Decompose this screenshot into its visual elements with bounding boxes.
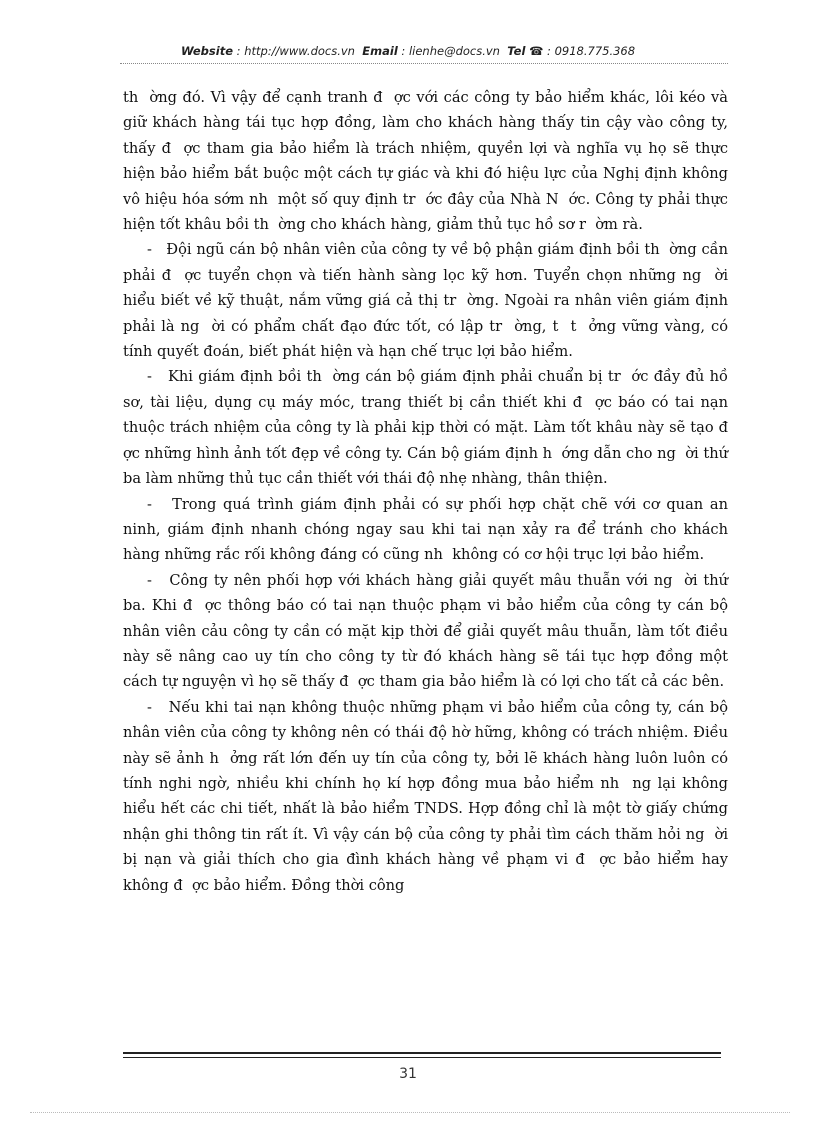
paragraph-6: - Nếu khi tai nạn không thuộc những phạm vi bảo hiểm của công ty, cán bộ nhân viên của công ty không nên có thái độ hờ hững, không có trách nhiệm. Điều này sẽ ảnh h ởng rất lớn đến uy tín của công ty, bởi lẽ khách hàng luôn luôn có tính nghi ngờ, nhiều khi chính họ kí hợp đồng mua bảo hiểm nh ng lại không hiểu hết các chi tiết, nhất là bảo hiểm TNDS. Hợp đồng chỉ là một tờ giấy chứng nhận ghi thông tin rất ít. Vì vậy cán bộ của công ty phải tìm cách thăm hỏi ng ời bị nạn và giải thích cho gia đình khách hàng về phạm vi đ ợc bảo hiểm hay không đ ợc bảo hiểm. Đồng thời công [123,698,733,894]
email-address[interactable]: : lienhe@docs.vn [401,44,500,58]
paragraph-5: - Công ty nên phối hợp với khách hàng giải quyết mâu thuẫn với ng ời thứ ba. Khi đ ợc thông báo có tai nạn thuộc phạm vi bảo hiểm của công ty cán bộ nhân viên cảu công ty cần có mặt kịp thời để giải quyết mâu thuẫn, làm tốt điều này sẽ nâng cao uy tín cho công ty từ đó khách hàng sẽ tái tục hợp đồng một cách tự nguyện vì họ sẽ thấy đ ợc tham gia bảo hiểm là có lợi cho tất cả các bên. [123,571,733,691]
email-label: Email [362,44,398,58]
document-body [123,85,738,898]
paragraph-2: - Đội ngũ cán bộ nhân viên của công ty về bộ phận giám định bồi th ờng cần phải đ ợc tuyển chọn và tiến hành sàng lọc kỹ hơn. Tuyển chọn những ng ời hiểu biết về kỹ thuật, nắm vững giá cả thị tr ờng. Ngoài ra nhân viên giám định phải là ng ời có phẩm chất đạo đức tốt, có lập tr ờng, t t ởng vững vàng, có tính quyết đoán, biết phát hiện và hạn chế trục lợi bảo hiểm. [123,241,733,361]
footer-divider-thin [123,1057,721,1058]
page-header [0,44,816,58]
tel-label: Tel [507,44,526,58]
tel-number: : 0918.775.368 [547,44,636,58]
paragraph-1: th ờng đó. Vì vậy để cạnh tranh đ ợc với các công ty bảo hiểm khác, lôi kéo và giữ khách hàng tái tục hợp đồng, làm cho khách hàng thấy tin cậy vào công ty, thấy đ ợc tham gia bảo hiểm là trách nhiệm, quyền lợi và nghĩa vụ họ sẽ thực hiện bảo hiểm bắt buộc một cách tự giác và khi đó hiệu lực của Nghị định không vô hiệu hóa sớm nh một số quy định tr ớc đây của Nhà N ớc. Công ty phải thực hiện tốt khâu bồi th ờng cho khách hàng, giảm thủ tục hồ sơ r ờm rà. [123,89,733,234]
paragraph-3: - Khi giám định bồi th ờng cán bộ giám định phải chuẩn bị tr ớc đầy đủ hồ sơ, tài liệu, dụng cụ máy móc, trang thiết bị cần thiết khi đ ợc báo có tai nạn thuộc trách nhiệm của công ty là phải kịp thời có mặt. Làm tốt khâu này sẽ tạo đ ợc những hình ảnh tốt đẹp về công ty. Cán bộ giám định h ớng dẫn cho ng ời thứ ba làm những thủ tục cần thiết với thái độ nhẹ nhàng, thân thiện. [123,368,738,488]
page-bottom-border [30,1112,790,1113]
phone-icon: ☎ [529,44,544,58]
website-label: Website [180,44,234,58]
website-url[interactable]: : http://www.docs.vn [236,44,355,58]
page-number: 31 [399,1066,417,1082]
paragraph-4: - Trong quá trình giám định phải có sự phối hợp chặt chẽ với cơ quan an ninh, giám định nhanh chóng ngay sau khi tai nạn xảy ra để tránh cho khách hàng những rắc rối không đáng có cũng nh không có cơ hội trục lợi bảo hiểm. [123,495,733,564]
header-divider [120,63,728,64]
footer-divider-thick [123,1052,721,1054]
